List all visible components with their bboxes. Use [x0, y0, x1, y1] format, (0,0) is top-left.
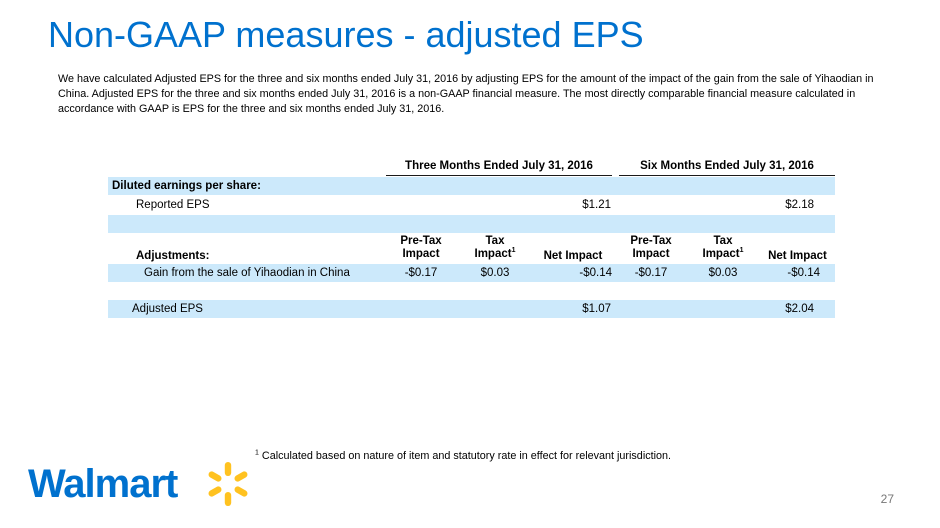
adjusted-eps-three: $1.07	[582, 303, 611, 315]
footnote	[255, 450, 671, 462]
spacer-row	[108, 215, 835, 233]
adjusted-eps-six: $2.04	[785, 303, 814, 315]
reported-eps-row	[108, 195, 835, 215]
col-net-six: Net Impact	[768, 250, 827, 262]
gain-tax-six: $0.03	[708, 267, 738, 279]
adjusted-eps-label: Adjusted EPS	[132, 303, 203, 315]
reported-eps-six: $2.18	[785, 199, 814, 211]
col-pretax-six: Pre-Tax Impact	[630, 235, 672, 260]
intro-paragraph: We have calculated Adjusted EPS for the three and six months ended July 31, 2016 by adjusting EPS for the amount of the impact of the gain from the sale of Yihaodian in China. Adjusted EPS for the three and six months ended July 31, 2016 is a non-GAAP financial measure. The most directly comparable financial measure calculated in accordance with GAAP is EPS for the three and six months ended July 31, 2016.	[58, 73, 874, 116]
diluted-eps-label: Diluted earnings per share:	[112, 180, 261, 192]
adjusted-eps-row	[108, 300, 835, 318]
gain-tax-three: $0.03	[480, 267, 510, 279]
spark-icon	[203, 459, 253, 509]
col-pretax-three: Pre-Tax Impact	[400, 235, 442, 260]
col-tax-six: Tax Impact$^1$	[702, 235, 744, 260]
header-six-months: Six Months Ended July 31, 2016	[640, 160, 814, 172]
diluted-eps-row	[108, 177, 835, 195]
adjusted-eps-table	[108, 158, 835, 318]
footnote-marker: 1	[255, 449, 259, 457]
adjustments-label: Adjustments:	[136, 250, 210, 262]
header-underline-three-months	[386, 175, 612, 176]
col-tax-three: Tax Impact$^1$	[474, 235, 516, 260]
gain-label: Gain from the sale of Yihaodian in China	[144, 267, 350, 279]
page-number: 27	[880, 492, 894, 506]
header-underline-six-months	[619, 175, 835, 176]
footnote-text: Calculated based on nature of item and statutory rate in effect for relevant jurisdiction.	[261, 450, 672, 462]
walmart-logo	[28, 458, 238, 510]
adjustments-header-row	[108, 233, 835, 263]
gain-net-three: -$0.14	[579, 267, 612, 279]
gain-net-six: -$0.14	[787, 267, 820, 279]
logo-wordmark: Walmart	[28, 462, 178, 506]
gain-row	[108, 264, 835, 282]
header-three-months: Three Months Ended July 31, 2016	[405, 160, 593, 172]
reported-eps-three: $1.21	[582, 199, 611, 211]
gain-pretax-six: -$0.17	[634, 267, 668, 279]
reported-eps-label: Reported EPS	[136, 199, 210, 211]
gain-pretax-three: -$0.17	[404, 267, 438, 279]
page-title: Non-GAAP measures - adjusted EPS	[48, 14, 644, 55]
col-net-three: Net Impact	[543, 250, 603, 262]
